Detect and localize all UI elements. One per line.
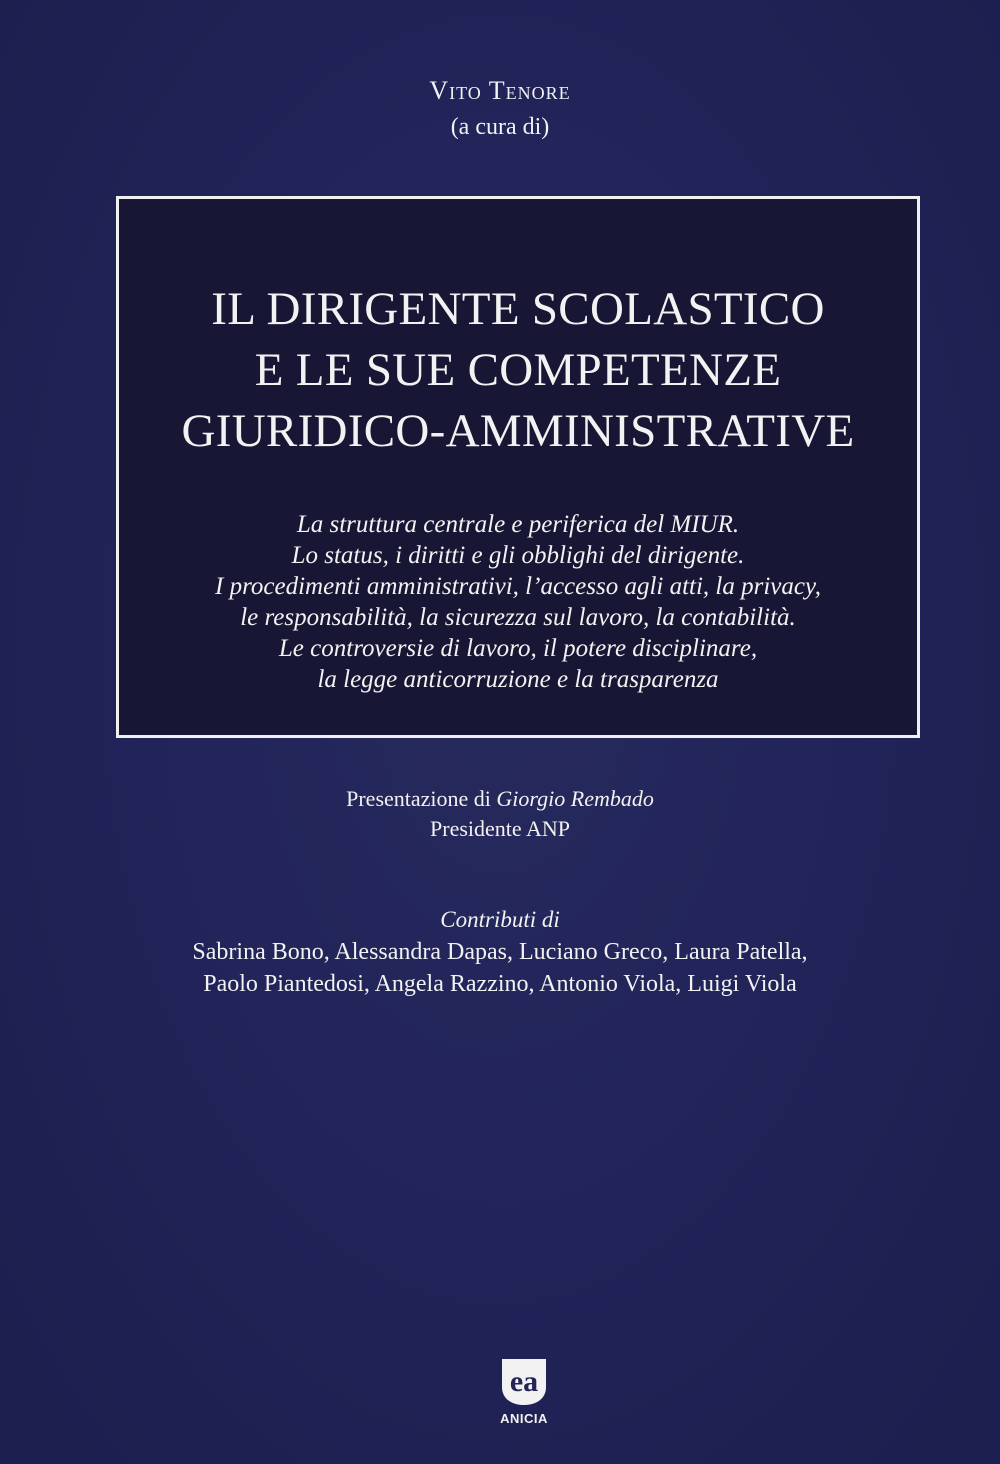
title-line: GIURIDICO-AMMINISTRATIVE xyxy=(181,405,855,457)
book-title xyxy=(119,279,917,462)
book-subtitle xyxy=(119,509,917,695)
contributors-heading: Contributi di xyxy=(440,907,560,932)
subtitle-line: le responsabilità, la sicurezza sul lavoro, la contabilità. xyxy=(240,604,796,631)
contributors-names: Sabrina Bono, Alessandra Dapas, Luciano Greco, Laura Patella, xyxy=(192,939,808,965)
subtitle-line: La struttura centrale e periferica del MIUR. xyxy=(296,511,740,538)
author-role: (a cura di) xyxy=(450,114,550,140)
contributors-names: Paolo Piantedosi, Angela Razzino, Antonio Viola, Luigi Viola xyxy=(203,971,797,997)
presenter-name: Giorgio Rembado xyxy=(496,786,654,811)
subtitle-line: I procedimenti amministrativi, l’accesso agli atti, la privacy, xyxy=(215,573,821,600)
presentation-line xyxy=(0,784,1000,814)
author-block xyxy=(0,76,1000,142)
title-box xyxy=(116,196,920,738)
presenter-role: Presidente ANP xyxy=(430,816,570,841)
title-line: E LE SUE COMPETENZE xyxy=(254,344,782,396)
author-name: Vito Tenore xyxy=(429,76,571,105)
title-line: IL DIRIGENTE SCOLASTICO xyxy=(211,283,825,335)
contributors-block xyxy=(0,904,1000,1000)
subtitle-line: la legge anticorruzione e la trasparenza xyxy=(317,666,719,693)
publisher-logo-text: ea xyxy=(509,1365,539,1398)
subtitle-line: Lo status, i diritti e gli obblighi del dirigente. xyxy=(291,542,745,569)
publisher-logo xyxy=(496,1353,552,1409)
publisher-block xyxy=(484,1353,564,1426)
publisher-name: ANICIA xyxy=(500,1411,548,1426)
presentation-prefix: Presentazione di xyxy=(346,786,497,811)
presentation-credit xyxy=(0,784,1000,844)
subtitle-line: Le controversie di lavoro, il potere disciplinare, xyxy=(278,635,758,662)
